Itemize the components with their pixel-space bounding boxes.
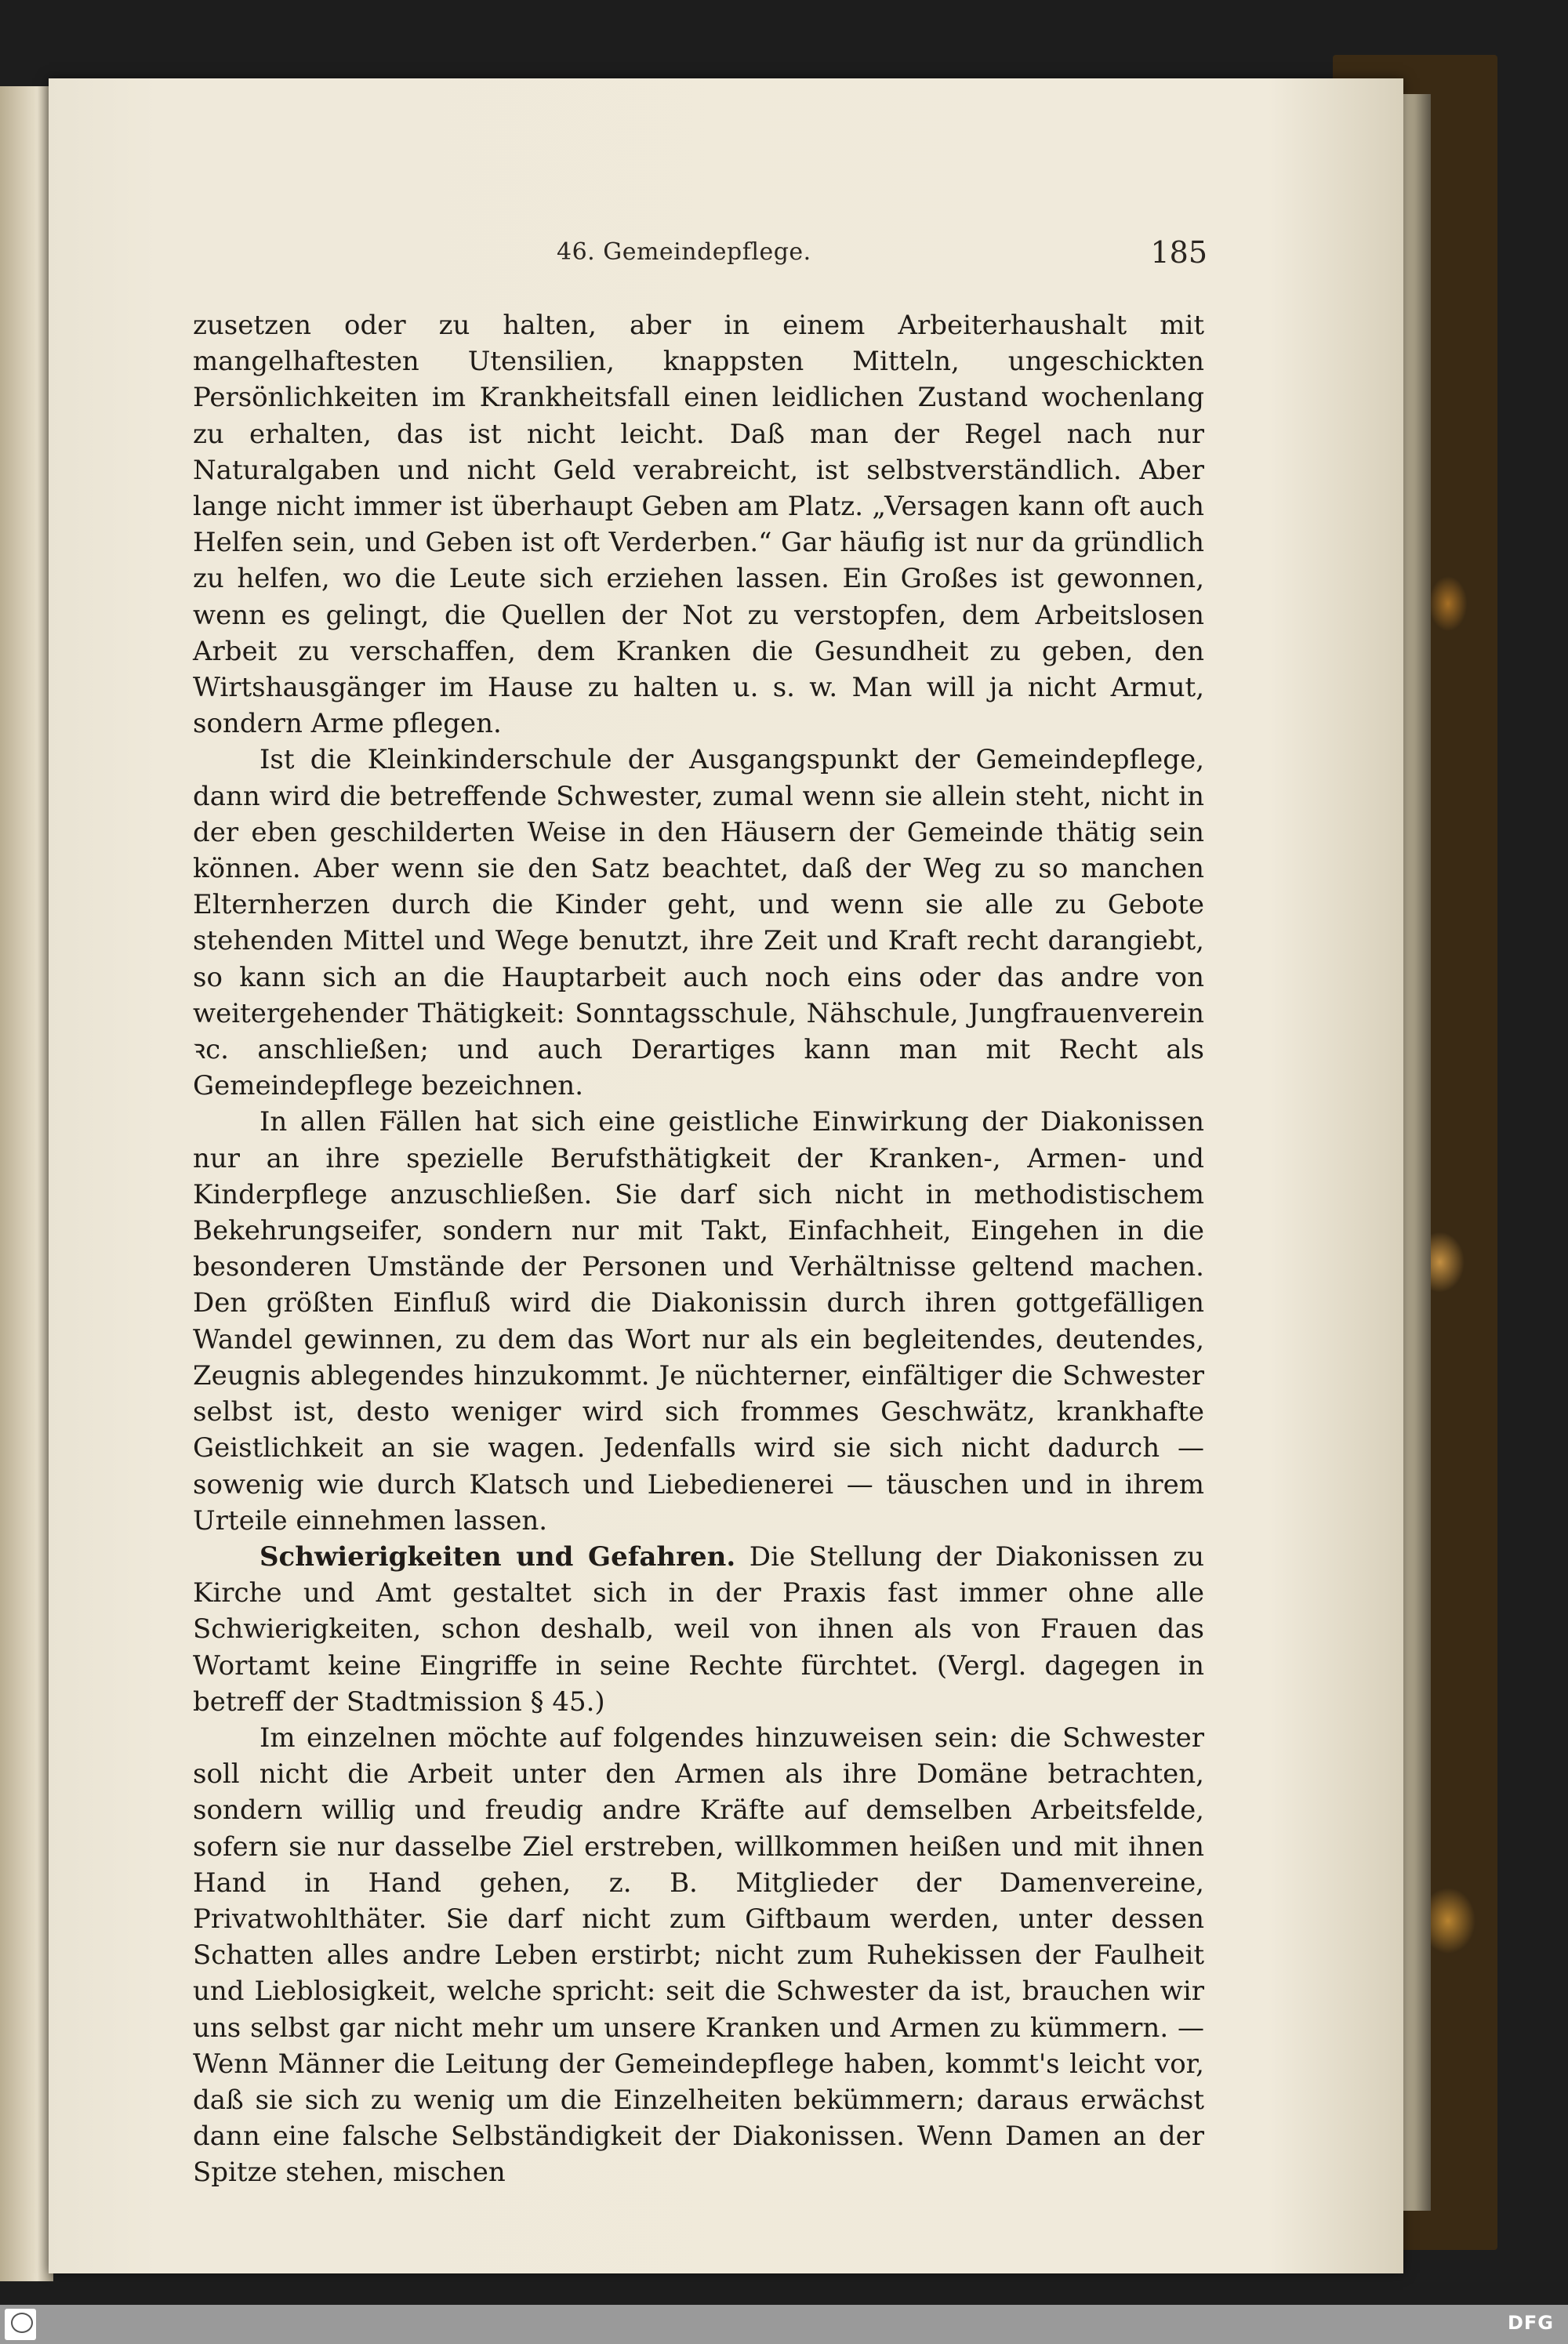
- paragraph: Ist die Kleinkinderschule der Ausgangspunkt der Gemeindepflege, dann wird die betreffende Schwester, zumal wenn sie allein steht, nicht in der eben geschilderten Weise in den Häusern der Gemeinde thätig sein können. Aber wenn sie den Satz beachtet, daß der Weg zu so manchen Elternherzen durch die Kinder geht, und wenn sie alle zu Gebote stehenden Mittel und Wege benutzt, ihre Zeit und Kraft recht darangiebt, so kann sich an die Hauptarbeit auch noch eins oder das andre von weitergehender Thätigkeit: Sonntagsschule, Nähschule, Jungfrauenverein ꝛc. anschließen; und auch Derartiges kann man mit Recht als Gemeindepflege bezeichnen.: [193, 744, 1204, 1102]
- section-text: Die Stellung der Diakonissen zu Kirche und Amt gestaltet sich in der Praxis fast immer ohne alle Schwierigkeiten, schon deshalb, weil von ihnen als von Frauen das Wortamt keine Eingriffe in seine Rechte fürchtet. (Vergl. dagegen in betreff der Stadtmission § 45.): [193, 1540, 1204, 1718]
- body-text: [193, 307, 1204, 2191]
- running-head: [193, 232, 1207, 279]
- paragraph: zusetzen oder zu halten, aber in einem Arbeiterhaushalt mit mangelhaftesten Utensilien, knappsten Mitteln, ungeschickten Persönlichkeiten im Krankheitsfall einen leidlichen Zustand wochenlang zu erhalten, das ist nicht leicht. Daß man der Regel nach nur Naturalgaben und nicht Geld verabreicht, ist selbstverständlich. Aber lange nicht immer ist überhaupt Geben am Platz. „Versagen kann oft auch Helfen sein, und Geben ist oft Verderben.“ Gar häufig ist nur da gründlich zu helfen, wo die Leute sich erziehen lassen. Ein Großes ist gewonnen, wenn es gelingt, die Quellen der Not zu verstopfen, dem Arbeitslosen Arbeit zu verschaffen, dem Kranken die Gesundheit zu geben, den Wirtshausgänger im Hause zu halten u. s. w. Man will ja nicht Armut, sondern Arme pflegen.: [193, 310, 1204, 740]
- section-paragraph: [193, 1539, 1204, 1720]
- library-logo-icon: [5, 2309, 36, 2340]
- section-heading: Schwierigkeiten und Gefahren.: [260, 1540, 736, 1573]
- paragraph: In allen Fällen hat sich eine geistliche Einwirkung der Diakonissen nur an ihre spezielle Berufsthätigkeit der Kranken-, Armen- und Kinderpflege anzuschließen. Sie darf sich nicht in methodistischem Bekehrungseifer, sondern nur mit Takt, Einfachheit, Eingehen in die besonderen Umstände der Personen und Verhältnisse geltend machen. Den größten Einfluß wird die Diakonissin durch ihren gottgefälligen Wandel gewinnen, zu dem das Wort nur als ein begleitendes, deutendes, Zeugnis ablegendes hinzukommt. Je nüchterner, einfältiger die Schwester selbst ist, desto weniger wird sich frommes Geschwätz, krankhafte Geistlichkeit an sie wagen. Jedenfalls wird sie sich nicht dadurch — sowenig wie durch Klatsch und Liebedienerei — täuschen und in ihrem Urteile einnehmen lassen.: [193, 1106, 1204, 1537]
- left-page-edge: [0, 86, 53, 2281]
- dfg-logo: DFG: [1507, 2312, 1554, 2334]
- paragraph: Im einzelnen möchte auf folgendes hinzuweisen sein: die Schwester soll nicht die Arbeit unter den Armen als ihre Domäne betrachten, sondern willig und freudig andre Kräfte auf demselben Arbeitsfelde, sofern sie nur dasselbe Ziel erstreben, willkommen heißen und mit ihnen Hand in Hand gehen, z. B. Mitglieder der Damenvereine, Privatwohlthäter. Sie darf nicht zum Giftbaum werden, unter dessen Schatten alles andre Leben erstirbt; nicht zum Ruhekissen der Faulheit und Lieblosigkeit, welche spricht: seit die Schwester da ist, brauchen wir uns selbst gar nicht mehr um unsere Kranken und Armen zu kümmern. — Wenn Männer die Leitung der Gemeindepflege haben, kommt's leicht vor, daß sie sich zu wenig um die Einzelheiten bekümmern; daraus erwächst dann eine falsche Selbständigkeit der Diakonissen. Wenn Damen an der Spitze stehen, mischen: [193, 1722, 1204, 2189]
- chapter-title: 46. Gemeindepflege.: [557, 238, 811, 266]
- viewer-footer: [0, 2305, 1568, 2344]
- page-number: 185: [1150, 235, 1207, 270]
